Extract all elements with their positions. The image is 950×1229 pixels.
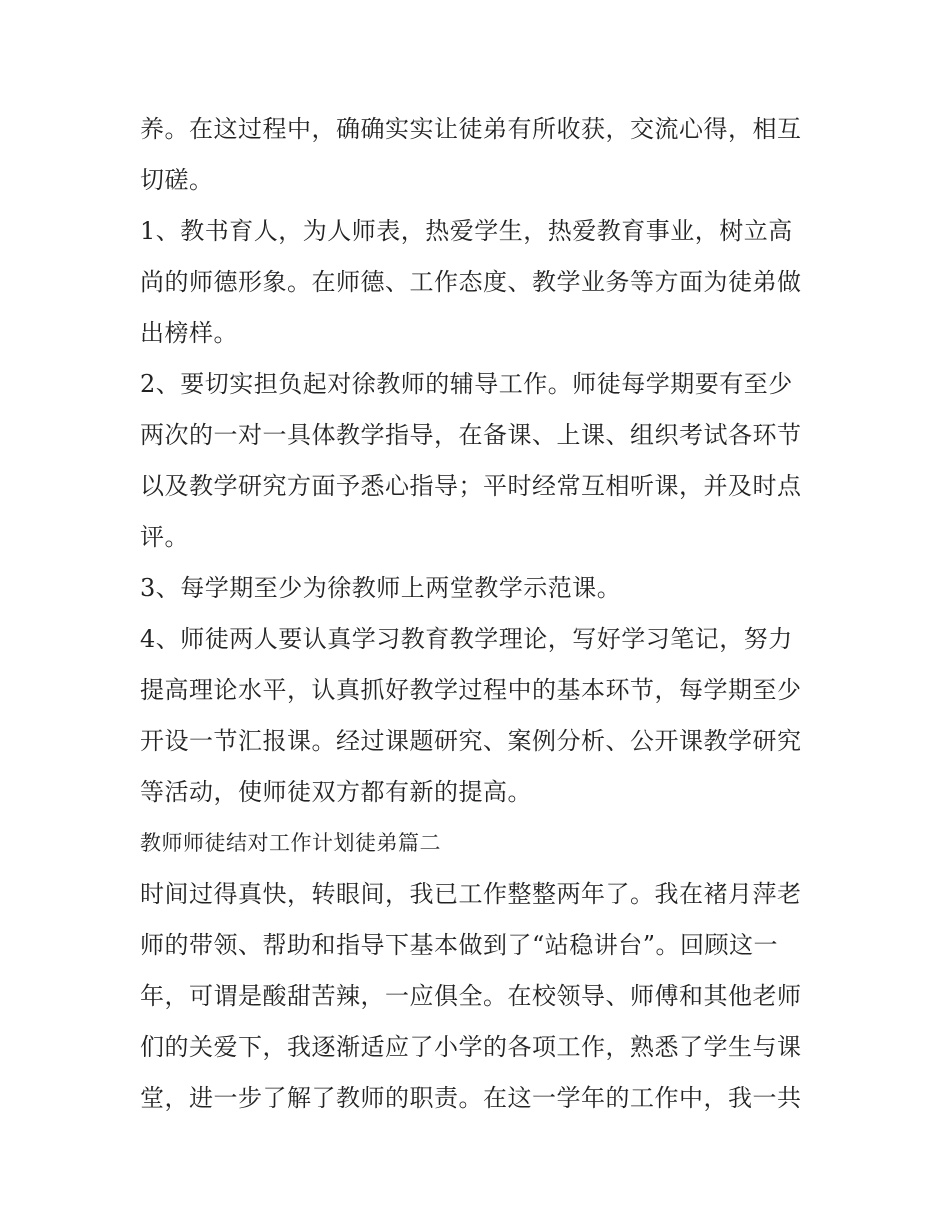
- text-line: 切磋。: [140, 166, 214, 194]
- document-body: [140, 104, 815, 1124]
- text-line: 等活动，使师徒双方都有新的提高。: [140, 778, 532, 806]
- text-line: 堂，进一步了解了教师的职责。在这一学年的工作中，我一共: [140, 1084, 802, 1112]
- text-line: 开设一节汇报课。经过课题研究、案例分析、公开课教学研究: [140, 727, 802, 755]
- text-line: 年，可谓是酸甜苦辣，一应俱全。在校领导、师傅和其他老师: [140, 982, 802, 1010]
- list-item-3: 3、每学期至少为徐教师上两堂教学示范课。: [140, 574, 622, 602]
- text-line: 时间过得真快，转眼间，我已工作整整两年了。我在褚月萍老: [140, 880, 802, 908]
- text-line: 提高理论水平，认真抓好教学过程中的基本环节，每学期至少: [140, 676, 802, 704]
- text-line: 评。: [140, 523, 189, 551]
- text-line: 尚的师德形象。在师德、工作态度、教学业务等方面为徒弟做: [140, 268, 802, 296]
- text-line: 出榜样。: [140, 319, 238, 347]
- text-line: 师的带领、帮助和指导下基本做到了“站稳讲台”。回顾这一: [140, 931, 779, 959]
- text-line: 们的关爱下，我逐渐适应了小学的各项工作，熟悉了学生与课: [140, 1033, 802, 1061]
- text-line: 两次的一对一具体教学指导，在备课、上课、组织考试各环节: [140, 421, 802, 449]
- list-item-4: 4、师徒两人要认真学习教育教学理论，写好学习笔记，努力: [140, 625, 793, 653]
- text-line: 以及教学研究方面予悉心指导；平时经常互相听课，并及时点: [140, 472, 802, 500]
- list-item-1: 1、教书育人，为人师表，热爱学生，热爱教育事业，树立高: [140, 217, 793, 245]
- section-heading: 教师师徒结对工作计划徒弟篇二: [140, 831, 441, 855]
- list-item-2: 2、要切实担负起对徐教师的辅导工作。师徒每学期要有至少: [140, 370, 793, 398]
- text-line: 养。在这过程中，确确实实让徒弟有所收获，交流心得，相互: [140, 115, 802, 143]
